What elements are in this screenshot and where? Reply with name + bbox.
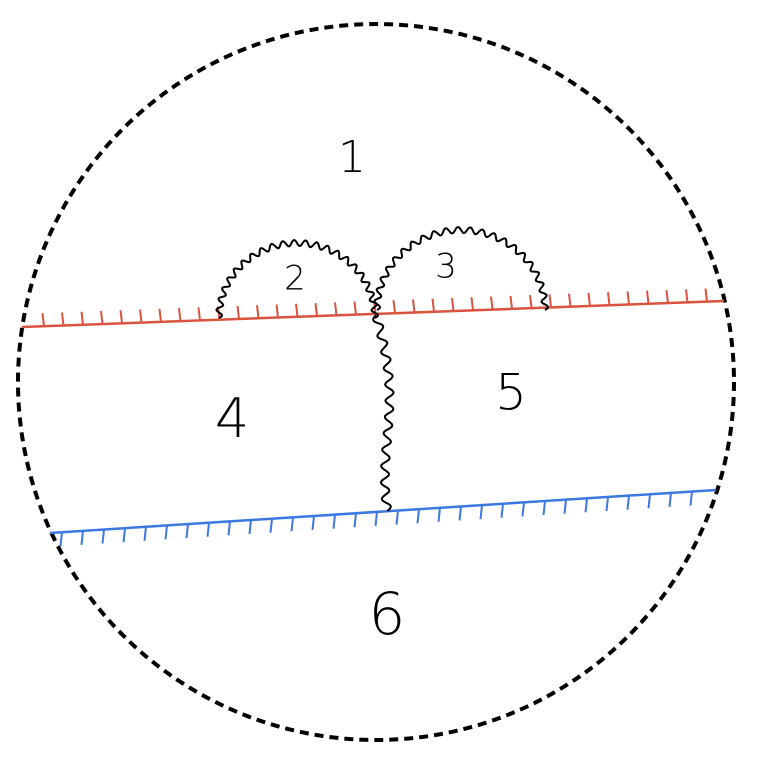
hatch-mark xyxy=(481,505,483,519)
hatch-mark xyxy=(397,511,399,525)
hatch-mark xyxy=(491,297,493,310)
hatch-mark xyxy=(101,311,103,324)
hatch-mark xyxy=(530,295,532,308)
hatch-mark xyxy=(586,498,588,512)
hatch-mark xyxy=(589,293,591,306)
hatch-mark xyxy=(334,515,336,529)
hatch-mark xyxy=(277,305,279,318)
hatch-mark xyxy=(607,497,609,511)
hatch-mark xyxy=(418,509,420,523)
hatch-mark xyxy=(460,506,462,520)
hatch-mark xyxy=(103,530,105,544)
hatch-mark xyxy=(229,521,231,535)
hatch-mark xyxy=(433,299,435,312)
hatch-mark xyxy=(313,516,315,530)
hatch-mark xyxy=(569,294,571,307)
hatch-mark xyxy=(667,290,669,303)
hatch-mark xyxy=(376,512,378,526)
region-label-2: 2 xyxy=(284,258,306,299)
hatch-mark xyxy=(511,296,513,309)
region-label-5: 5 xyxy=(495,363,527,422)
hatch-mark xyxy=(670,493,672,507)
hatch-mark xyxy=(124,528,126,542)
hatch-mark xyxy=(166,525,168,539)
hatch-mark xyxy=(82,531,84,545)
hatch-mark xyxy=(140,310,142,323)
hatch-mark xyxy=(199,307,201,320)
right-dome-curve xyxy=(375,227,548,310)
lower-blue-line-hatches xyxy=(61,492,693,547)
hatch-mark xyxy=(355,513,357,527)
hatch-mark xyxy=(187,524,189,538)
hatch-mark xyxy=(296,304,298,317)
region-label-1: 1 xyxy=(338,132,366,183)
hatch-mark xyxy=(82,312,84,325)
hatch-mark xyxy=(628,292,630,305)
hatch-mark xyxy=(394,300,396,313)
hatch-mark xyxy=(691,492,693,506)
hatch-mark xyxy=(544,501,546,515)
hatch-mark xyxy=(647,291,649,304)
hatch-mark xyxy=(439,508,441,522)
vertical-divider-curve xyxy=(373,315,393,511)
hatch-mark xyxy=(292,517,294,531)
region-label-4: 4 xyxy=(214,386,250,450)
hatch-mark xyxy=(62,312,64,325)
hatch-mark xyxy=(257,305,259,318)
hatch-mark xyxy=(628,496,630,510)
hatch-mark xyxy=(121,310,123,323)
hatch-mark xyxy=(355,302,357,315)
hatch-mark xyxy=(250,520,252,534)
hatch-mark xyxy=(61,532,63,546)
hatch-mark xyxy=(706,289,708,302)
hatch-mark xyxy=(550,294,552,307)
hatch-mark xyxy=(238,306,240,319)
hatch-mark xyxy=(43,313,45,326)
hatch-mark xyxy=(160,309,162,322)
hatch-mark xyxy=(316,303,318,316)
hatch-mark xyxy=(271,519,273,533)
hatch-mark xyxy=(472,297,474,310)
hatch-mark xyxy=(335,302,337,315)
region-label-3: 3 xyxy=(435,246,457,287)
hatch-mark xyxy=(145,527,147,541)
hatch-mark xyxy=(208,523,210,537)
hatch-mark xyxy=(452,298,454,311)
hatch-mark xyxy=(502,504,504,518)
region-label-6: 6 xyxy=(368,580,406,648)
hatch-mark xyxy=(608,292,610,305)
hatch-mark xyxy=(649,494,651,508)
hatch-mark xyxy=(565,500,567,514)
hatch-mark xyxy=(523,502,525,516)
hatch-mark xyxy=(413,299,415,312)
hatch-mark xyxy=(686,289,688,302)
hatch-mark xyxy=(179,308,181,321)
